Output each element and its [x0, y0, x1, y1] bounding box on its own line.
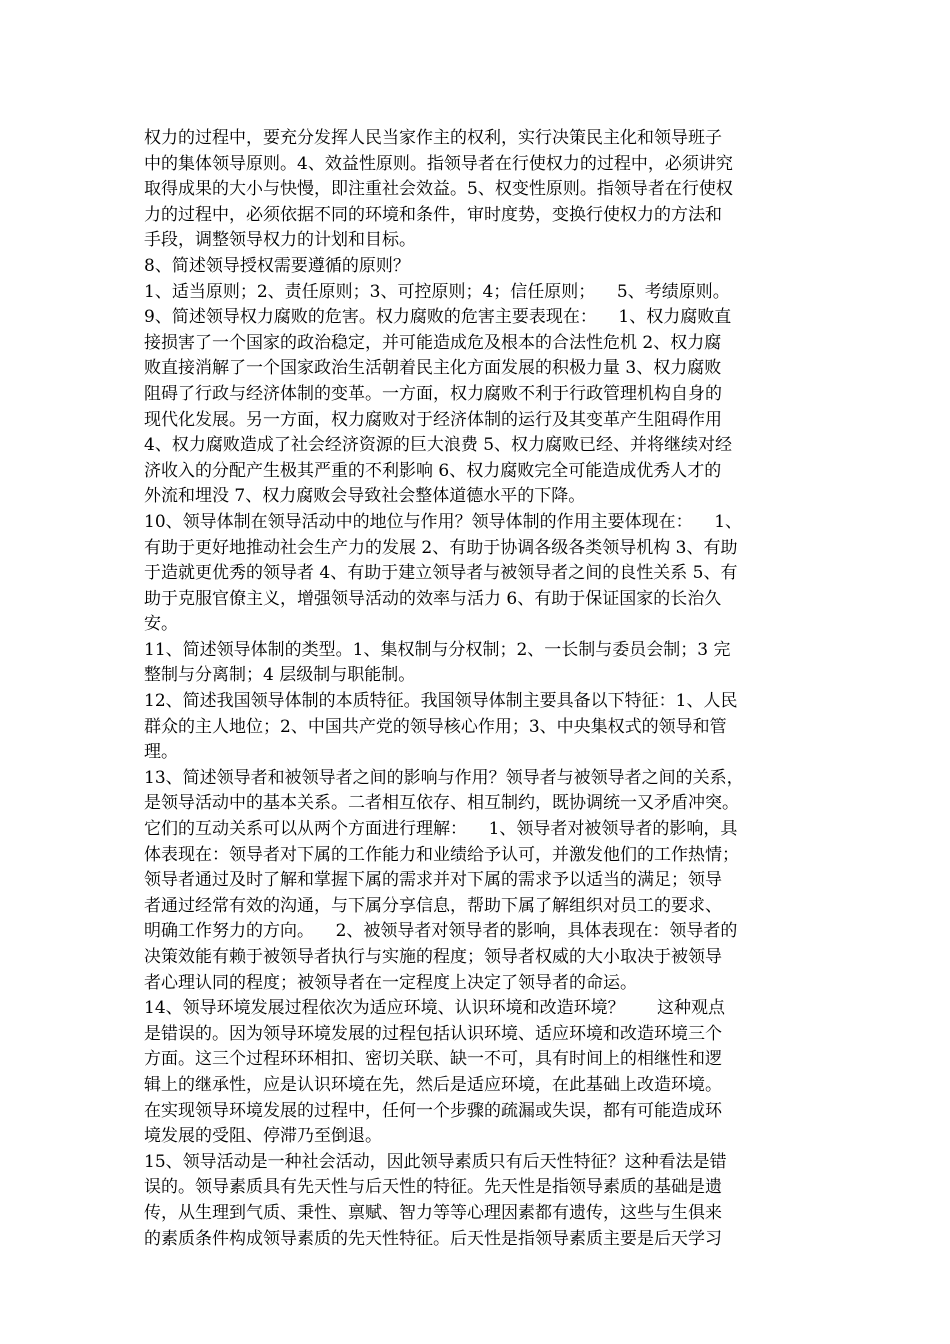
- text-line: 安。: [144, 614, 178, 635]
- text-line: 15、领导活动是一种社会活动，因此领导素质只有后天性特征？这种看法是错: [144, 1151, 727, 1172]
- text-line: 是领导活动中的基本关系。二者相互依存、相互制约，既协调统一又矛盾冲突。: [144, 793, 739, 814]
- text-line: 力的过程中，必须依据不同的环境和条件，审时度势，变换行使权力的方法和: [144, 204, 722, 225]
- text-line: 现代化发展。另一方面，权力腐败对于经济体制的运行及其变革产生阻碍作用: [144, 409, 722, 430]
- text-line: 取得成果的大小与快慢，即注重社会效益。5、权变性原则。指领导者在行使权: [144, 179, 733, 200]
- text-line: 手段，调整领导权力的计划和目标。: [144, 230, 416, 251]
- text-line: 阻碍了行政与经济体制的变革。一方面，权力腐败不利于行政管理机构自身的: [144, 383, 722, 404]
- text-line: 13、简述领导者和被领导者之间的影响与作用？领导者与被领导者之间的关系，: [144, 767, 744, 788]
- text-line: 体表现在：领导者对下属的工作能力和业绩给予认可，并激发他们的工作热情；: [144, 844, 739, 865]
- text-line: 辑上的继承性，应是认识环境在先，然后是适应环境，在此基础上改造环境。: [144, 1074, 722, 1095]
- text-line: 助于克服官僚主义，增强领导活动的效率与活力 6、有助于保证国家的长治久: [144, 588, 722, 609]
- text-line: 败直接消解了一个国家政治生活朝着民主化方面发展的积极力量 3、权力腐败: [144, 358, 722, 379]
- text-line: 方面。这三个过程环环相扣、密切关联、缺一不可，具有时间上的相继性和逻: [144, 1049, 722, 1070]
- text-line: 10、领导体制在领导活动中的地位与作用？领导体制的作用主要体现在： 1、: [144, 511, 743, 532]
- text-line: 有助于更好地推动社会生产力的发展 2、有助于协调各级各类领导机构 3、有助: [144, 537, 738, 558]
- text-line: 于造就更优秀的领导者 4、有助于建立领导者与被领导者之间的良性关系 5、有: [144, 563, 738, 584]
- text-line: 9、简述领导权力腐败的危害。权力腐败的危害主要表现在： 1、权力腐败直: [144, 307, 732, 328]
- text-line: 4、权力腐败造成了社会经济资源的巨大浪费 5、权力腐败已经、并将继续对经: [144, 435, 733, 456]
- text-line: 外流和埋没 7、权力腐败会导致社会整体道德水平的下降。: [144, 486, 586, 507]
- text-line: 境发展的受阻、停滞乃至倒退。: [144, 1126, 382, 1147]
- text-line: 是错误的。因为领导环境发展的过程包括认识环境、适应环境和改造环境三个: [144, 1023, 722, 1044]
- document-body-text: [144, 126, 814, 1252]
- text-line: 济收入的分配产生极其严重的不利影响 6、权力腐败完全可能造成优秀人才的: [144, 460, 722, 481]
- text-line: 11、简述领导体制的类型。1、集权制与分权制；2、一长制与委员会制；3 完: [144, 639, 731, 660]
- text-line: 决策效能有赖于被领导者执行与实施的程度；领导者权威的大小取决于被领导: [144, 947, 722, 967]
- text-line: 理。: [144, 742, 178, 763]
- text-line: 明确工作努力的方向。 2、被领导者对领导者的影响，具体表现在：领导者的: [144, 921, 738, 942]
- text-line: 者心理认同的程度；被领导者在一定程度上决定了领导者的命运。: [144, 972, 637, 993]
- text-line: 领导者通过及时了解和掌握下属的需求并对下属的需求予以适当的满足；领导: [144, 870, 722, 891]
- text-line: 在实现领导环境发展的过程中，任何一个步骤的疏漏或失误，都有可能造成环: [144, 1100, 722, 1121]
- text-line: 整制与分离制；4 层级制与职能制。: [144, 665, 416, 686]
- text-line: 者通过经常有效的沟通，与下属分享信息，帮助下属了解组织对员工的要求、: [144, 895, 722, 916]
- text-line: 14、领导环境发展过程依次为适应环境、认识环境和改造环境？ 这种观点: [144, 998, 726, 1019]
- text-line: 它们的互动关系可以从两个方面进行理解： 1、领导者对被领导者的影响，具: [144, 819, 738, 840]
- text-line: 1、适当原则；2、责任原则；3、可控原则；4；信任原则； 5、考绩原则。: [144, 281, 730, 302]
- text-line: 接损害了一个国家的政治稳定，并可能造成危及根本的合法性危机 2、权力腐: [144, 332, 722, 353]
- text-line: 群众的主人地位；2、中国共产党的领导核心作用；3、中央集权式的领导和管: [144, 716, 727, 737]
- text-line: 中的集体领导原则。4、效益性原则。指领导者在行使权力的过程中，必须讲究: [144, 153, 733, 174]
- text-line: 8、简述领导授权需要遵循的原则？: [144, 255, 410, 276]
- text-line: 传，从生理到气质、秉性、禀赋、智力等等心理因素都有遗传，这些与生俱来: [144, 1202, 722, 1223]
- text-line: 12、简述我国领导体制的本质特征。我国领导体制主要具备以下特征：1、人民: [144, 691, 738, 712]
- text-line: 的素质条件构成领导素质的先天性特征。后天性是指领导素质主要是后天学习: [144, 1228, 722, 1249]
- text-line: 误的。领导素质具有先天性与后天性的特征。先天性是指领导素质的基础是遗: [144, 1177, 722, 1198]
- text-line: 权力的过程中，要充分发挥人民当家作主的权利，实行决策民主化和领导班子: [144, 128, 722, 148]
